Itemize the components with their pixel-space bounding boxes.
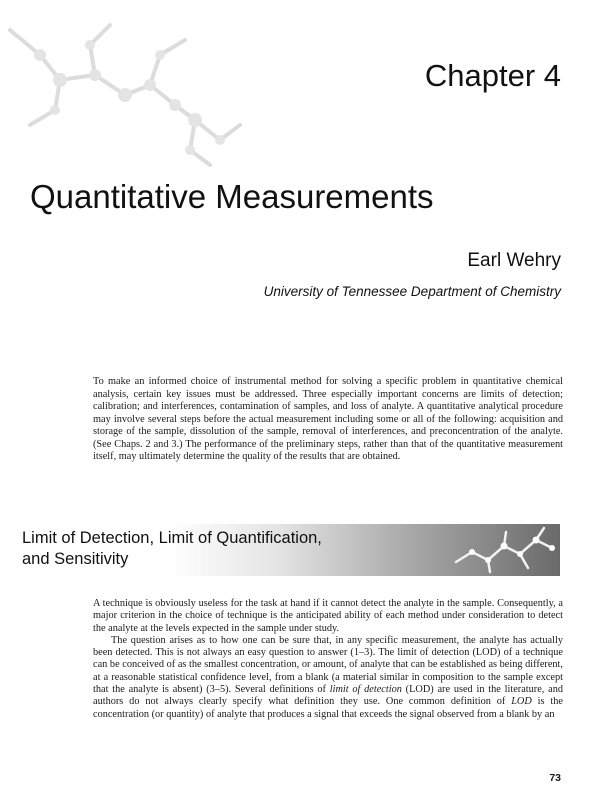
molecule-illustration [0, 0, 300, 180]
molecule-icon [448, 524, 560, 576]
body-paragraph-2-part-2: (LOD) are used in the literature, and authors do not always clearly specify what definition they use. One common definition of [93, 684, 563, 708]
body-paragraph-1: A technique is obviously useless for the task at hand if it cannot detect the analyte in the sample. Consequently, a major criterion in the choice of technique is the anticipated ability of each method under consideration to detect the analyte at the levels expected in the sample under study. [93, 598, 563, 634]
lod-term: limit of detection [329, 684, 402, 696]
section-heading [22, 528, 322, 570]
author-affiliation: University of Tennessee Department of Chemistry [263, 284, 561, 299]
chapter-title: Quantitative Measurements [30, 178, 434, 215]
section-heading-band [18, 524, 560, 576]
lod-abbrev: LOD [511, 696, 532, 708]
intro-paragraph: To make an informed choice of instrumental method for solving a specific problem in quantitative chemical analysis, certain key issues must be addressed. Three especially important concerns are limits of detection; calibration; and interferences, contamination of samples, and loss of analyte. A quantitative analytical procedure may involve several steps before the actual measurement including some or all of the following: acquisition and storage of the sample, dissolution of the sample, removal of interferences, and preconcentration of the analyte. (See Chaps. 2 and 3.) The performance of the preliminary steps, rather than that of the quantitative measurement itself, may ultimately determine the quality of the results that are obtained. [93, 376, 563, 462]
author-name: Earl Wehry [467, 250, 561, 271]
section-body [93, 598, 563, 721]
body-paragraph-2 [93, 635, 563, 721]
body-paragraph-2-part-1: The question arises as to how one can be sure that, in any specific measurement, the analyte has actually been detected. This is not always an easy question to answer (1–3). The limit of detection (LOD) of a technique can be conceived of as the smallest concentration, or amount, of analyte that can be established as being different, at a reasonable statistical confidence level, from a blank (a material similar in composition to the sample except that the analyte is absent) (3–5). Several definitions of [93, 634, 563, 696]
chapter-label: Chapter 4 [424, 58, 561, 93]
section-heading-line-1: Limit of Detection, Limit of Quantification, [22, 529, 322, 547]
section-heading-line-2: and Sensitivity [22, 550, 129, 568]
body-paragraph-2-part-3: is the concentration (or quantity) of analyte that produces a signal that exceeds the signal observed from a blank by an [93, 696, 563, 720]
page-number: 73 [549, 772, 561, 784]
